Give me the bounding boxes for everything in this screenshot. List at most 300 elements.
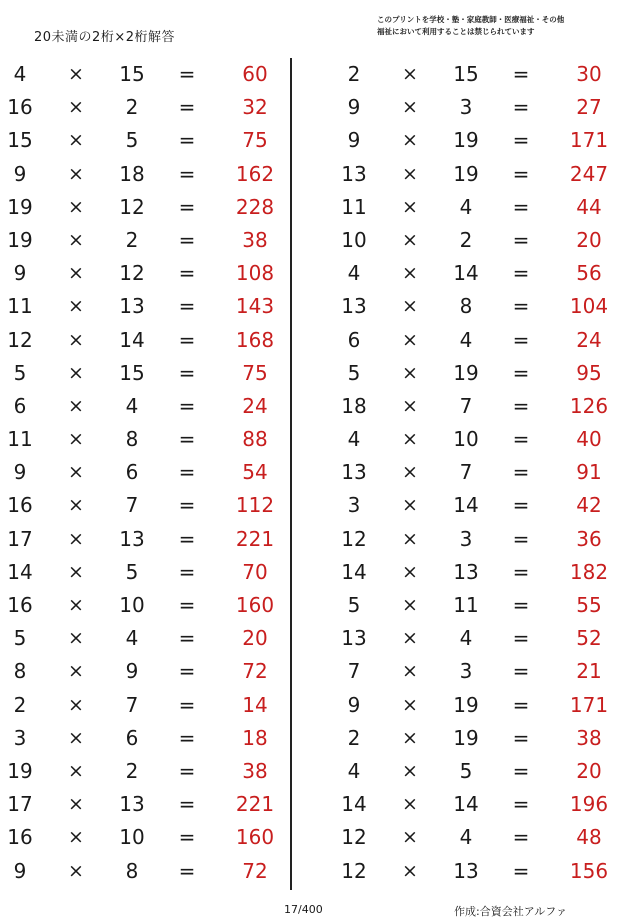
equals-sign: =	[512, 825, 530, 850]
multiplicand: 5	[347, 360, 361, 385]
problem-row	[334, 622, 624, 655]
times-sign: ×	[402, 228, 418, 251]
equals-sign: =	[178, 62, 196, 86]
multiplicand: 14	[7, 559, 33, 584]
times-sign: ×	[402, 262, 418, 285]
multiplier: 10	[119, 825, 145, 850]
usage-notice-line2: 福祉において利用することは禁じられています	[377, 27, 535, 36]
answer: 18	[242, 725, 268, 750]
multiplier: 2	[125, 227, 139, 252]
answer: 20	[576, 758, 602, 783]
multiplier: 3	[459, 95, 473, 120]
times-sign: ×	[402, 759, 418, 782]
equals-sign: =	[512, 294, 530, 319]
times-sign: ×	[68, 693, 84, 716]
multiplier: 7	[125, 692, 139, 717]
equals-sign: =	[512, 62, 530, 86]
answer: 162	[235, 161, 275, 186]
multiplicand: 11	[7, 294, 33, 319]
times-sign: ×	[402, 494, 418, 517]
problem-row	[0, 855, 290, 888]
problem-row	[0, 788, 290, 821]
multiplicand: 5	[13, 626, 27, 651]
multiplier: 4	[459, 194, 473, 219]
answer: 95	[576, 360, 602, 385]
multiplicand: 19	[7, 758, 33, 783]
equals-sign: =	[178, 360, 196, 385]
multiplicand: 17	[7, 792, 33, 817]
answer: 38	[242, 227, 268, 252]
answer: 72	[242, 858, 268, 883]
answer: 38	[576, 725, 602, 750]
equals-sign: =	[512, 526, 530, 551]
equals-sign: =	[178, 227, 196, 252]
multiplier: 4	[125, 393, 139, 418]
answer: 14	[242, 692, 268, 717]
equals-sign: =	[512, 692, 530, 717]
multiplicand: 15	[7, 128, 33, 153]
problem-row	[0, 456, 290, 489]
answer: 60	[242, 62, 268, 86]
times-sign: ×	[402, 461, 418, 484]
equals-sign: =	[512, 227, 530, 252]
multiplier: 12	[119, 194, 145, 219]
equals-sign: =	[178, 393, 196, 418]
answer: 54	[242, 460, 268, 485]
answer: 70	[242, 559, 268, 584]
problem-row	[334, 357, 624, 390]
multiplier: 4	[125, 626, 139, 651]
multiplier: 4	[459, 825, 473, 850]
equals-sign: =	[178, 194, 196, 219]
multiplier: 5	[125, 559, 139, 584]
equals-sign: =	[512, 393, 530, 418]
equals-sign: =	[512, 460, 530, 485]
times-sign: ×	[402, 527, 418, 550]
usage-notice-line1: このプリントを学校・塾・家庭教師・医療福祉・その他	[377, 15, 565, 24]
multiplicand: 13	[341, 460, 367, 485]
answer: 126	[569, 393, 609, 418]
multiplicand: 4	[347, 427, 361, 452]
multiplicand: 9	[347, 692, 361, 717]
multiplicand: 16	[7, 593, 33, 617]
times-sign: ×	[68, 494, 84, 517]
multiplier: 13	[119, 526, 145, 551]
equals-sign: =	[512, 95, 530, 120]
answer: 88	[242, 427, 268, 452]
times-sign: ×	[402, 859, 418, 882]
answer: 40	[576, 427, 602, 452]
times-sign: ×	[402, 826, 418, 849]
multiplier: 3	[459, 659, 473, 684]
multiplier: 13	[453, 858, 479, 883]
times-sign: ×	[68, 726, 84, 749]
equals-sign: =	[178, 593, 196, 617]
times-sign: ×	[402, 129, 418, 152]
equals-sign: =	[178, 792, 196, 817]
equals-sign: =	[178, 858, 196, 883]
multiplier: 2	[125, 95, 139, 120]
multiplicand: 16	[7, 493, 33, 518]
problem-row	[334, 689, 624, 722]
problem-row	[0, 821, 290, 854]
multiplicand: 16	[7, 95, 33, 120]
answer: 38	[242, 758, 268, 783]
multiplier: 2	[459, 227, 473, 252]
answer: 21	[576, 659, 602, 684]
problem-row	[334, 755, 624, 788]
equals-sign: =	[178, 261, 196, 286]
times-sign: ×	[402, 195, 418, 218]
multiplicand: 14	[341, 559, 367, 584]
times-sign: ×	[68, 162, 84, 185]
equals-sign: =	[178, 95, 196, 120]
problem-row	[334, 556, 624, 589]
multiplier: 12	[119, 261, 145, 286]
multiplicand: 6	[347, 327, 361, 352]
times-sign: ×	[68, 96, 84, 119]
times-sign: ×	[402, 394, 418, 417]
problem-row	[0, 489, 290, 522]
multiplicand: 19	[7, 194, 33, 219]
answer: 196	[569, 792, 609, 817]
multiplier: 6	[125, 460, 139, 485]
times-sign: ×	[68, 759, 84, 782]
problem-row	[334, 158, 624, 191]
multiplicand: 12	[7, 327, 33, 352]
problem-row	[0, 191, 290, 224]
equals-sign: =	[512, 725, 530, 750]
answer: 55	[576, 593, 602, 617]
answer: 48	[576, 825, 602, 850]
answer: 72	[242, 659, 268, 684]
answer: 247	[569, 161, 609, 186]
equals-sign: =	[512, 792, 530, 817]
answer: 56	[576, 261, 602, 286]
multiplicand: 4	[347, 261, 361, 286]
answer: 171	[569, 692, 609, 717]
problem-row	[334, 489, 624, 522]
multiplicand: 5	[13, 360, 27, 385]
multiplicand: 16	[7, 825, 33, 850]
times-sign: ×	[402, 96, 418, 119]
problem-row	[0, 722, 290, 755]
problem-row	[334, 324, 624, 357]
answer: 156	[569, 858, 609, 883]
problem-row	[0, 556, 290, 589]
times-sign: ×	[402, 328, 418, 351]
author-credit: 作成:合資会社アルファ	[454, 905, 568, 918]
equals-sign: =	[178, 161, 196, 186]
answer: 20	[242, 626, 268, 651]
answer: 168	[235, 327, 275, 352]
answer: 75	[242, 128, 268, 153]
multiplier: 13	[119, 294, 145, 319]
multiplicand: 9	[13, 261, 27, 286]
equals-sign: =	[512, 659, 530, 684]
times-sign: ×	[68, 660, 84, 683]
worksheet-title: 20未満の2桁×2桁解答	[34, 30, 175, 45]
answer: 104	[569, 294, 609, 319]
multiplicand: 19	[7, 227, 33, 252]
answer: 182	[569, 559, 609, 584]
times-sign: ×	[402, 594, 418, 616]
multiplier: 15	[119, 360, 145, 385]
problem-row	[0, 357, 290, 390]
problem-row	[0, 655, 290, 688]
multiplier: 19	[453, 128, 479, 153]
column-divider	[290, 58, 292, 890]
equals-sign: =	[178, 493, 196, 518]
multiplicand: 6	[13, 393, 27, 418]
multiplier: 15	[453, 62, 479, 86]
multiplicand: 13	[341, 161, 367, 186]
problem-row	[334, 523, 624, 556]
multiplier: 19	[453, 725, 479, 750]
multiplicand: 14	[341, 792, 367, 817]
answer: 221	[235, 526, 275, 551]
problem-row	[0, 689, 290, 722]
problem-row	[0, 523, 290, 556]
multiplicand: 4	[13, 62, 27, 86]
equals-sign: =	[512, 128, 530, 153]
answer: 221	[235, 792, 275, 817]
equals-sign: =	[512, 327, 530, 352]
answer: 75	[242, 360, 268, 385]
equals-sign: =	[512, 858, 530, 883]
problem-row	[334, 722, 624, 755]
problem-row	[0, 390, 290, 423]
answer: 91	[576, 460, 602, 485]
multiplicand: 11	[341, 194, 367, 219]
problem-row	[0, 257, 290, 290]
equals-sign: =	[178, 294, 196, 319]
answer: 112	[235, 493, 275, 518]
problem-row	[334, 589, 624, 622]
problem-row	[0, 324, 290, 357]
multiplier: 6	[125, 725, 139, 750]
times-sign: ×	[402, 793, 418, 816]
multiplier: 13	[453, 559, 479, 584]
times-sign: ×	[68, 394, 84, 417]
equals-sign: =	[178, 659, 196, 684]
multiplier: 13	[119, 792, 145, 817]
equals-sign: =	[512, 626, 530, 651]
problem-row	[334, 257, 624, 290]
right-problem-column	[334, 58, 624, 888]
multiplicand: 8	[13, 659, 27, 684]
equals-sign: =	[178, 758, 196, 783]
multiplicand: 13	[341, 626, 367, 651]
problem-row	[0, 755, 290, 788]
problem-row	[0, 124, 290, 157]
equals-sign: =	[512, 559, 530, 584]
times-sign: ×	[68, 461, 84, 484]
multiplicand: 9	[13, 161, 27, 186]
answer: 108	[235, 261, 275, 286]
problem-row	[334, 423, 624, 456]
multiplier: 19	[453, 161, 479, 186]
equals-sign: =	[178, 128, 196, 153]
times-sign: ×	[68, 129, 84, 152]
problem-row	[0, 91, 290, 124]
multiplier: 5	[125, 128, 139, 153]
problem-row	[334, 855, 624, 888]
multiplicand: 2	[347, 62, 361, 86]
equals-sign: =	[178, 460, 196, 485]
answer: 228	[235, 194, 275, 219]
answer: 27	[576, 95, 602, 120]
problem-row	[0, 589, 290, 622]
multiplicand: 3	[347, 493, 361, 518]
multiplier: 19	[453, 692, 479, 717]
multiplicand: 13	[341, 294, 367, 319]
times-sign: ×	[68, 262, 84, 285]
times-sign: ×	[68, 560, 84, 583]
problem-row	[334, 91, 624, 124]
problem-row	[0, 224, 290, 257]
multiplier: 5	[459, 758, 473, 783]
problem-row	[334, 58, 624, 91]
multiplier: 4	[459, 327, 473, 352]
multiplicand: 7	[347, 659, 361, 684]
times-sign: ×	[68, 627, 84, 650]
times-sign: ×	[68, 826, 84, 849]
problem-row	[334, 788, 624, 821]
equals-sign: =	[512, 427, 530, 452]
answer: 32	[242, 95, 268, 120]
answer: 20	[576, 227, 602, 252]
equals-sign: =	[178, 526, 196, 551]
answer: 36	[576, 526, 602, 551]
multiplier: 3	[459, 526, 473, 551]
times-sign: ×	[402, 627, 418, 650]
equals-sign: =	[178, 825, 196, 850]
times-sign: ×	[68, 527, 84, 550]
multiplier: 10	[119, 593, 145, 617]
multiplier: 7	[125, 493, 139, 518]
multiplier: 7	[459, 393, 473, 418]
multiplier: 4	[459, 626, 473, 651]
times-sign: ×	[402, 660, 418, 683]
equals-sign: =	[512, 493, 530, 518]
equals-sign: =	[512, 360, 530, 385]
multiplicand: 9	[347, 95, 361, 120]
times-sign: ×	[68, 195, 84, 218]
multiplier: 7	[459, 460, 473, 485]
answer: 24	[576, 327, 602, 352]
equals-sign: =	[512, 261, 530, 286]
equals-sign: =	[178, 725, 196, 750]
multiplicand: 17	[7, 526, 33, 551]
multiplicand: 2	[347, 725, 361, 750]
equals-sign: =	[178, 327, 196, 352]
problem-row	[0, 158, 290, 191]
answer: 143	[235, 294, 275, 319]
multiplicand: 12	[341, 825, 367, 850]
answer: 30	[576, 62, 602, 86]
multiplicand: 10	[341, 227, 367, 252]
multiplier: 14	[453, 792, 479, 817]
times-sign: ×	[402, 693, 418, 716]
multiplicand: 9	[347, 128, 361, 153]
times-sign: ×	[68, 594, 84, 616]
problem-row	[0, 58, 290, 91]
problem-row	[334, 390, 624, 423]
times-sign: ×	[402, 162, 418, 185]
answer: 24	[242, 393, 268, 418]
times-sign: ×	[402, 428, 418, 451]
equals-sign: =	[178, 626, 196, 651]
equals-sign: =	[178, 692, 196, 717]
answer: 160	[235, 825, 275, 850]
multiplier: 19	[453, 360, 479, 385]
answer: 44	[576, 194, 602, 219]
times-sign: ×	[68, 428, 84, 451]
times-sign: ×	[68, 361, 84, 384]
multiplier: 11	[453, 593, 479, 617]
problem-row	[0, 622, 290, 655]
multiplier: 9	[125, 659, 139, 684]
problem-row	[334, 821, 624, 854]
equals-sign: =	[512, 194, 530, 219]
equals-sign: =	[178, 427, 196, 452]
problem-row	[0, 290, 290, 323]
problem-row	[334, 290, 624, 323]
times-sign: ×	[402, 560, 418, 583]
multiplier: 14	[119, 327, 145, 352]
answer: 160	[235, 593, 275, 617]
page-number: 17/400	[284, 903, 323, 916]
problem-row	[334, 456, 624, 489]
times-sign: ×	[402, 295, 418, 318]
multiplier: 8	[459, 294, 473, 319]
times-sign: ×	[68, 228, 84, 251]
multiplicand: 11	[7, 427, 33, 452]
equals-sign: =	[512, 593, 530, 617]
answer: 42	[576, 493, 602, 518]
times-sign: ×	[68, 328, 84, 351]
times-sign: ×	[68, 63, 84, 85]
problem-row	[334, 655, 624, 688]
usage-notice	[377, 14, 627, 38]
multiplicand: 5	[347, 593, 361, 617]
times-sign: ×	[68, 793, 84, 816]
times-sign: ×	[402, 726, 418, 749]
multiplicand: 12	[341, 526, 367, 551]
problem-row	[334, 191, 624, 224]
multiplicand: 12	[341, 858, 367, 883]
problem-row	[0, 423, 290, 456]
answer: 52	[576, 626, 602, 651]
multiplicand: 9	[13, 460, 27, 485]
equals-sign: =	[512, 161, 530, 186]
multiplier: 8	[125, 858, 139, 883]
multiplicand: 4	[347, 758, 361, 783]
equals-sign: =	[178, 559, 196, 584]
multiplier: 14	[453, 493, 479, 518]
multiplier: 8	[125, 427, 139, 452]
multiplicand: 2	[13, 692, 27, 717]
left-problem-column	[0, 58, 290, 888]
multiplicand: 9	[13, 858, 27, 883]
problem-row	[334, 224, 624, 257]
multiplicand: 3	[13, 725, 27, 750]
answer: 171	[569, 128, 609, 153]
times-sign: ×	[68, 859, 84, 882]
multiplier: 14	[453, 261, 479, 286]
times-sign: ×	[402, 63, 418, 85]
